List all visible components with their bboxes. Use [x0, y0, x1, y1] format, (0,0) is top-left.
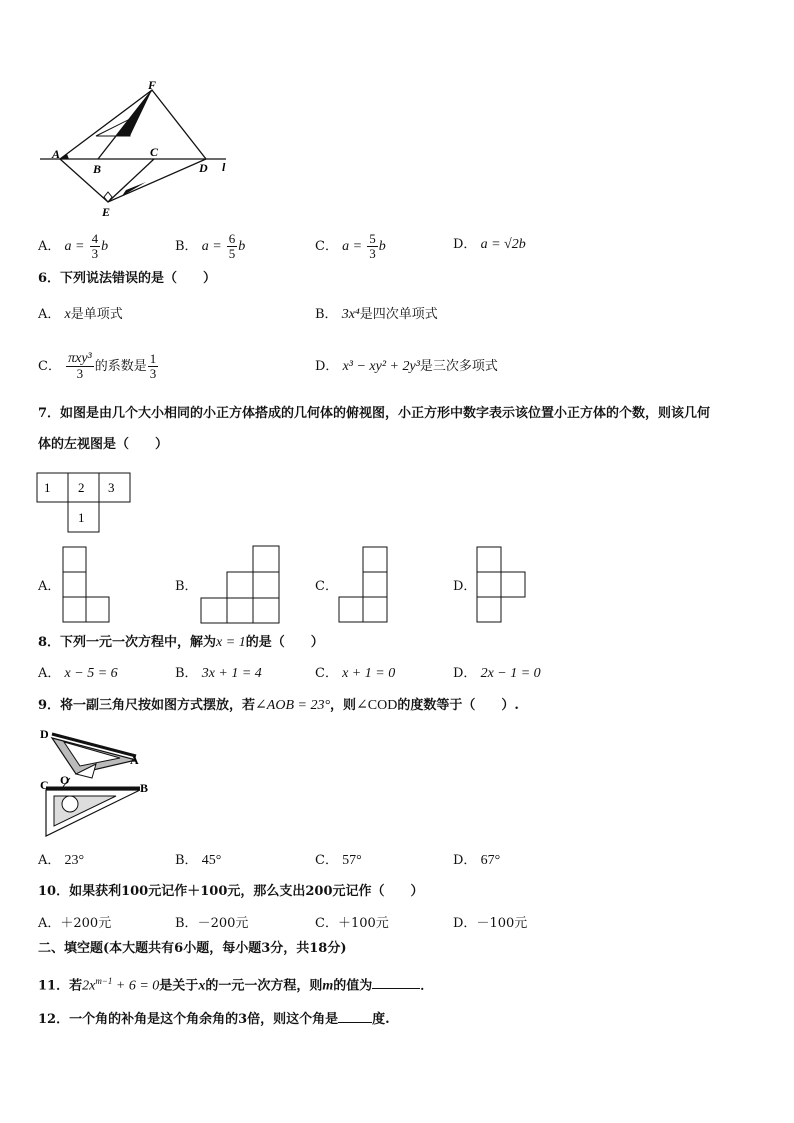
q12-stem: 12．一个角的补角是这个角余角的3倍，则这个角是 度. — [38, 1012, 390, 1027]
q10-option-b[interactable]: B．－200元 — [175, 916, 249, 931]
q5-option-a[interactable]: A． a = $\frac{4}{3}$ b — [38, 231, 109, 261]
q6-option-b[interactable]: B． 3x⁴是四次单项式 — [315, 307, 438, 322]
q10-option-c[interactable]: C．＋100元 — [315, 916, 389, 931]
label-b: B — [140, 781, 149, 795]
q9-figure — [36, 726, 156, 838]
label-c: C — [150, 145, 159, 159]
q7-option-b-figure[interactable] — [200, 545, 282, 625]
grid-cell-4: 1 — [78, 510, 85, 525]
q6-stem: 6．下列说法错误的是（ ） — [38, 271, 217, 286]
q11-stem: 11．若$2x^{m-1} + 6 = 0$是关于x的一元一次方程，则m的值为 ． — [38, 976, 434, 994]
label-l: l — [222, 160, 226, 174]
q9-option-d[interactable]: D． 67° — [453, 853, 501, 868]
q5-option-b[interactable]: B． a = $\frac{6}{5}$ b — [175, 231, 246, 261]
q6-option-a[interactable]: A． x是单项式 — [38, 307, 123, 322]
label-a: A — [52, 147, 61, 161]
q7-option-c-figure[interactable] — [338, 546, 390, 624]
q8-option-d[interactable]: D． 2x − 1 = 0 — [453, 666, 541, 681]
q8-stem: 8．下列一元一次方程中，解为x = 1的是（ ） — [38, 635, 324, 650]
q7-top-view-grid — [36, 472, 136, 534]
q10-option-d[interactable]: D．－100元 — [453, 916, 528, 931]
q9-stem: 9．将一副三角尺按如图方式摆放，若∠AOB = 23°，则∠COD的度数等于（ ）. — [38, 698, 519, 713]
q10-option-a[interactable]: A．＋200元 — [38, 916, 112, 931]
q7-stem-line2: 体的左视图是（ ） — [38, 437, 169, 452]
q7-option-a-figure[interactable] — [62, 546, 112, 624]
section-2-title: 二、填空题(本大题共有6小题，每小题3分，共18分) — [38, 941, 347, 956]
q5-option-c[interactable]: C． a = $\frac{5}{3}$ b — [315, 231, 386, 261]
label-d: D — [199, 161, 208, 175]
q9-option-a[interactable]: A． 23° — [38, 853, 85, 868]
q10-stem: 10．如果获利100元记作＋100元，那么支出200元记作（ ） — [38, 884, 424, 899]
q7-option-c-label[interactable]: C． — [315, 579, 338, 594]
q9-option-c[interactable]: C． 57° — [315, 853, 362, 868]
q5-figure — [36, 78, 246, 223]
q8-option-a[interactable]: A． x − 5 = 6 — [38, 666, 118, 681]
q7-option-d-figure[interactable] — [476, 546, 528, 624]
q7-option-b-label[interactable]: B． — [175, 579, 198, 594]
label-f: F — [148, 78, 157, 92]
label-d: D — [40, 727, 49, 741]
label-o: O — [60, 773, 70, 787]
grid-cell-2: 2 — [78, 480, 85, 495]
label-c: C — [40, 778, 49, 792]
label-a: A — [130, 753, 139, 767]
q8-option-b[interactable]: B． 3x + 1 = 4 — [175, 666, 262, 681]
label-e: E — [102, 205, 111, 219]
q9-option-b[interactable]: B． 45° — [175, 853, 222, 868]
q5-option-d[interactable]: D． a = √2b — [453, 237, 526, 252]
grid-cell-1: 1 — [44, 480, 51, 495]
label-b: B — [93, 162, 102, 176]
q6-option-c[interactable]: C． $\frac{\text{πxy³}}{3}$ 的系数是 $\frac{1}{3}$ — [38, 351, 157, 381]
q7-stem-line1: 7．如图是由几个大小相同的小正方体搭成的几何体的俯视图，小正方形中数字表示该位置小正方体的个数，则该几何 — [38, 406, 711, 421]
q8-option-c[interactable]: C． x + 1 = 0 — [315, 666, 396, 681]
q7-option-a-label[interactable]: A． — [38, 579, 61, 594]
q11-answer-blank[interactable] — [372, 976, 420, 989]
q7-option-d-label[interactable]: D． — [453, 579, 477, 594]
q6-option-d[interactable]: D． x³ − xy² + 2y³是三次多项式 — [315, 359, 498, 374]
q12-answer-blank[interactable] — [338, 1010, 372, 1023]
grid-cell-3: 3 — [108, 480, 115, 495]
